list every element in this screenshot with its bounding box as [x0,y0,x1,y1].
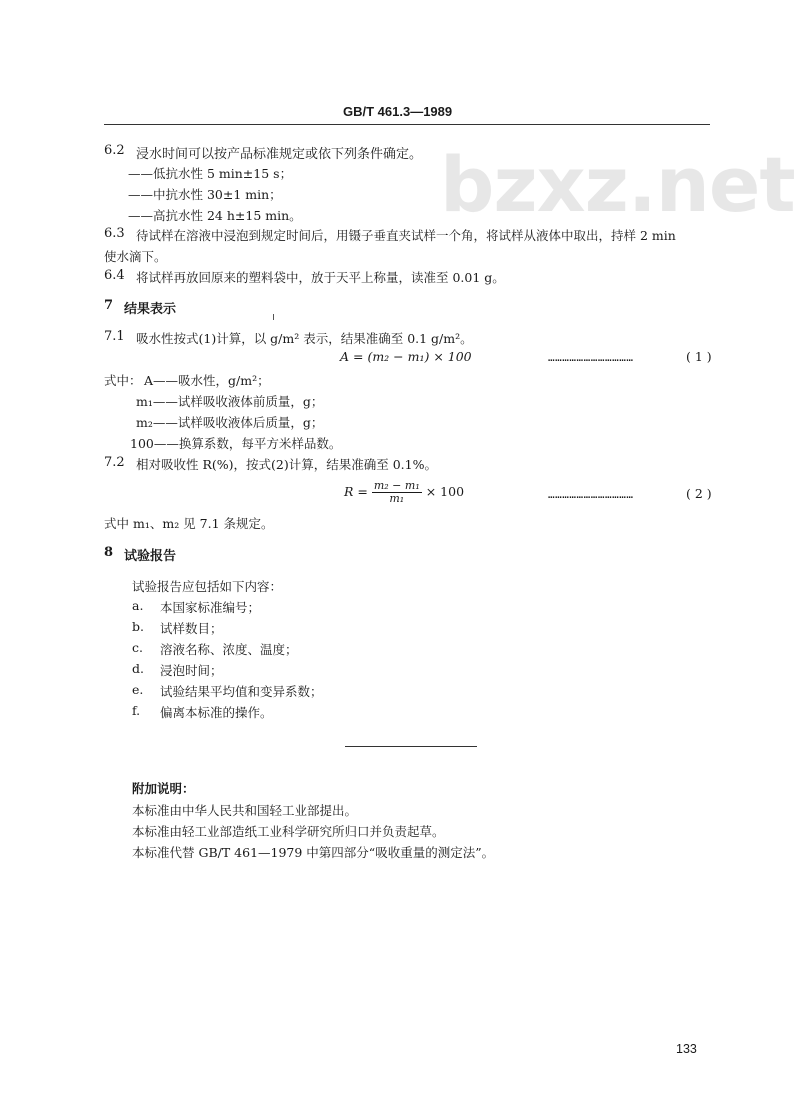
section-6-4-number: 6.4 [104,268,125,283]
report-item-key: d. [132,661,144,676]
end-of-text-rule [345,746,477,747]
appendix-line: 本标准由轻工业部造纸工业科学研究所归口并负责起草。 [132,824,445,839]
report-item-key: b. [132,619,144,634]
standard-code-header: GB/T 461.3—1989 [343,104,453,119]
section-8-intro: 试验报告应包括如下内容： [132,579,283,594]
variable-definition: m₁——试样吸收液体前质量，g； [136,394,324,409]
list-item: ——低抗水性 5 min±15 s； [128,166,293,181]
report-item-key: e. [132,682,144,697]
header-rule [104,124,710,125]
variable-definition: m₂——试样吸收液体后质量，g； [136,415,324,430]
report-item-text: 偏离本标准的操作。 [160,705,273,720]
section-6-2-number: 6.2 [104,143,125,158]
scan-mark [273,314,274,320]
report-item-text: 浸泡时间； [160,663,223,678]
section-8-title: 试验报告 [124,549,177,564]
report-item-key: a. [132,598,144,613]
report-item-key: c. [132,640,143,655]
formula-1: A = (m₂ − m₁) × 100 [340,349,472,364]
variable-definition: A——吸水性，g/m²； [144,373,270,388]
where-label: 式中： [104,373,142,388]
formula-2-denominator: m₁ [389,492,405,506]
section-7-2-number: 7.2 [104,455,125,470]
formula-2-number: ( 2 ) [686,486,712,501]
page-number: 133 [676,1042,697,1056]
section-7-2-note: 式中 m₁、m₂ 见 7.1 条规定。 [104,516,274,531]
section-6-2-text: 浸水时间可以按产品标准规定或依下列条件确定。 [136,147,423,162]
formula-2-numerator: m₂ − m₁ [373,479,420,492]
variable-definition: 100——换算系数，每平方米样品数。 [130,436,342,451]
list-item: ——高抗水性 24 h±15 min。 [128,208,302,223]
formula-1-number: ( 1 ) [686,349,712,364]
section-7-title: 结果表示 [124,302,177,317]
list-item: ——中抗水性 30±1 min； [128,187,282,202]
section-6-4-text: 将试样再放回原来的塑料袋中，放于天平上称量，读准至 0.01 g。 [136,270,505,285]
section-7-number: 7 [104,298,114,313]
formula-2 [344,480,464,505]
appendix-title: 附加说明： [132,781,195,796]
report-item-text: 试样数目； [160,621,223,636]
formula-2-leader-dots: ……………………………… [548,488,634,501]
formula-1-leader-dots: ……………………………… [548,351,634,364]
formula-2-rhs: × 100 [425,484,465,500]
formula-2-fraction [372,480,422,505]
formula-2-lhs: R = [344,484,368,500]
section-6-3-text: 待试样在溶液中浸泡到规定时间后，用镊子垂直夹试样一个角，将试样从液体中取出，持样 2 min [136,228,676,243]
appendix-line: 本标准由中华人民共和国轻工业部提出。 [132,803,358,818]
report-item-text: 试验结果平均值和变异系数； [160,684,323,699]
report-item-key: f. [132,703,141,718]
section-8-number: 8 [104,545,114,560]
report-item-text: 溶液名称、浓度、温度； [160,642,298,657]
section-6-3-number: 6.3 [104,226,125,241]
section-7-1-number: 7.1 [104,329,125,344]
section-7-1-text: 吸水性按式(1)计算，以 g/m² 表示，结果准确至 0.1 g/m²。 [136,331,473,346]
watermark: bzxz.net [440,140,795,229]
section-6-3-continuation: 使水滴下。 [104,249,167,264]
report-item-text: 本国家标准编号； [160,600,261,615]
appendix-line: 本标准代替 GB/T 461—1979 中第四部分“吸收重量的测定法”。 [132,845,495,860]
section-7-2-text: 相对吸收性 R(%)，按式(2)计算，结果准确至 0.1%。 [136,457,437,472]
